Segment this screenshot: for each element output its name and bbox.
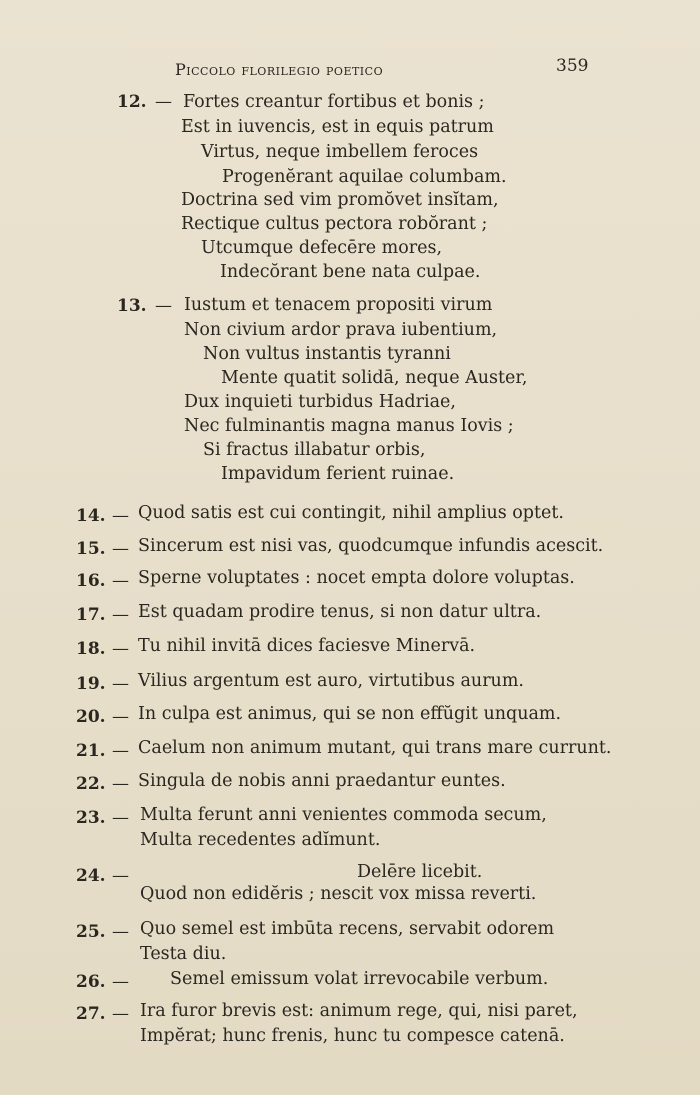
- verse-line: Multa recedentes adĭmunt.: [140, 830, 381, 850]
- running-title: Piccolo florilegio poetico: [175, 60, 384, 79]
- verse-line: Semel emissum volat irrevocabile verbum.: [170, 969, 549, 989]
- verse-line: In culpa est animus, qui se non effŭgit unquam.: [138, 704, 562, 724]
- entry-number: 17.: [76, 605, 106, 625]
- entry-number: 20.: [76, 707, 106, 727]
- entry-number: 21.: [76, 741, 106, 761]
- verse-line: Utcumque defecēre mores,: [201, 238, 443, 258]
- verse-line: Rectique cultus pectora robŏrant ;: [181, 214, 488, 234]
- verse-line: Indecŏrant bene nata culpae.: [220, 262, 481, 282]
- entry-dash: —: [112, 605, 129, 625]
- entry-dash: —: [112, 571, 129, 591]
- verse-line: Si fractus illabatur orbis,: [203, 440, 426, 460]
- verse-line: Virtus, neque imbellem feroces: [201, 142, 479, 162]
- entry-dash: —: [112, 922, 129, 942]
- verse-line: Dux inquieti turbidus Hadriae,: [184, 392, 456, 412]
- verse-line: Fortes creantur fortibus et bonis ;: [183, 92, 485, 112]
- verse-line: Impĕrat; hunc frenis, hunc tu compesce catenā.: [140, 1026, 565, 1046]
- entry-dash: —: [112, 741, 129, 761]
- entry-number: 13.: [117, 296, 147, 316]
- entry-number: 15.: [76, 539, 106, 559]
- entry-number: 22.: [76, 774, 106, 794]
- entry-dash: —: [112, 674, 129, 694]
- entry-number: 18.: [76, 639, 106, 659]
- verse-line: Sincerum est nisi vas, quodcumque infundis acescit.: [138, 536, 604, 556]
- entry-number: 23.: [76, 808, 106, 828]
- verse-line: Sperne voluptates : nocet empta dolore voluptas.: [138, 568, 575, 588]
- verse-line: Tu nihil invitā dices faciesve Minervā.: [138, 636, 476, 656]
- verse-line: Quod satis est cui contingit, nihil amplius optet.: [138, 503, 564, 523]
- entry-dash: —: [112, 774, 129, 794]
- entry-dash: —: [155, 92, 172, 112]
- verse-line: Progenĕrant aquilae columbam.: [222, 167, 507, 187]
- entry-number: 27.: [76, 1004, 106, 1024]
- verse-line: Doctrina sed vim promŏvet insĭtam,: [181, 190, 499, 210]
- entry-number: 24.: [76, 866, 106, 886]
- entry-dash: —: [112, 539, 129, 559]
- entry-dash: —: [112, 506, 129, 526]
- verse-line: Singula de nobis anni praedantur euntes.: [138, 771, 506, 791]
- verse-line: Est quadam prodire tenus, si non datur ultra.: [138, 602, 542, 622]
- entry-number: 14.: [76, 506, 106, 526]
- entry-dash: —: [112, 639, 129, 659]
- entry-number: 16.: [76, 571, 106, 591]
- entry-number: 12.: [117, 92, 147, 112]
- verse-line: Impavidum ferient ruinae.: [221, 464, 455, 484]
- page-header: [0, 56, 700, 86]
- verse-line: Est in iuvencis, est in equis patrum: [181, 117, 494, 137]
- verse-line: Multa ferunt anni venientes commoda secum,: [140, 805, 547, 825]
- verse-line: Caelum non animum mutant, qui trans mare currunt.: [138, 738, 612, 758]
- entry-dash: —: [155, 296, 172, 316]
- entry-number: 26.: [76, 972, 106, 992]
- verse-line: Quo semel est imbūta recens, servabit odorem: [140, 919, 555, 939]
- entry-number: 25.: [76, 922, 106, 942]
- verse-line: Vilius argentum est auro, virtutibus aurum.: [138, 671, 524, 691]
- entry-dash: —: [112, 707, 129, 727]
- verse-line: Quod non edidĕris ; nescit vox missa reverti.: [140, 884, 537, 904]
- entry-number: 19.: [76, 674, 106, 694]
- verse-line: Iustum et tenacem propositi virum: [184, 295, 493, 315]
- entry-dash: —: [112, 972, 129, 992]
- verse-line: Non civium ardor prava iubentium,: [184, 320, 498, 340]
- page-number: 359: [556, 56, 589, 76]
- entry-dash: —: [112, 1004, 129, 1024]
- entry-dash: —: [112, 866, 129, 886]
- verse-line: Nec fulminantis magna manus Iovis ;: [184, 416, 514, 436]
- verse-line: Delēre licebit.: [357, 862, 483, 882]
- entry-dash: —: [112, 808, 129, 828]
- verse-line: Mente quatit solidā, neque Auster,: [221, 368, 528, 388]
- verse-line: Ira furor brevis est: animum rege, qui, nisi paret,: [140, 1001, 578, 1021]
- verse-line: Testa diu.: [140, 944, 227, 964]
- verse-line: Non vultus instantis tyranni: [203, 344, 451, 364]
